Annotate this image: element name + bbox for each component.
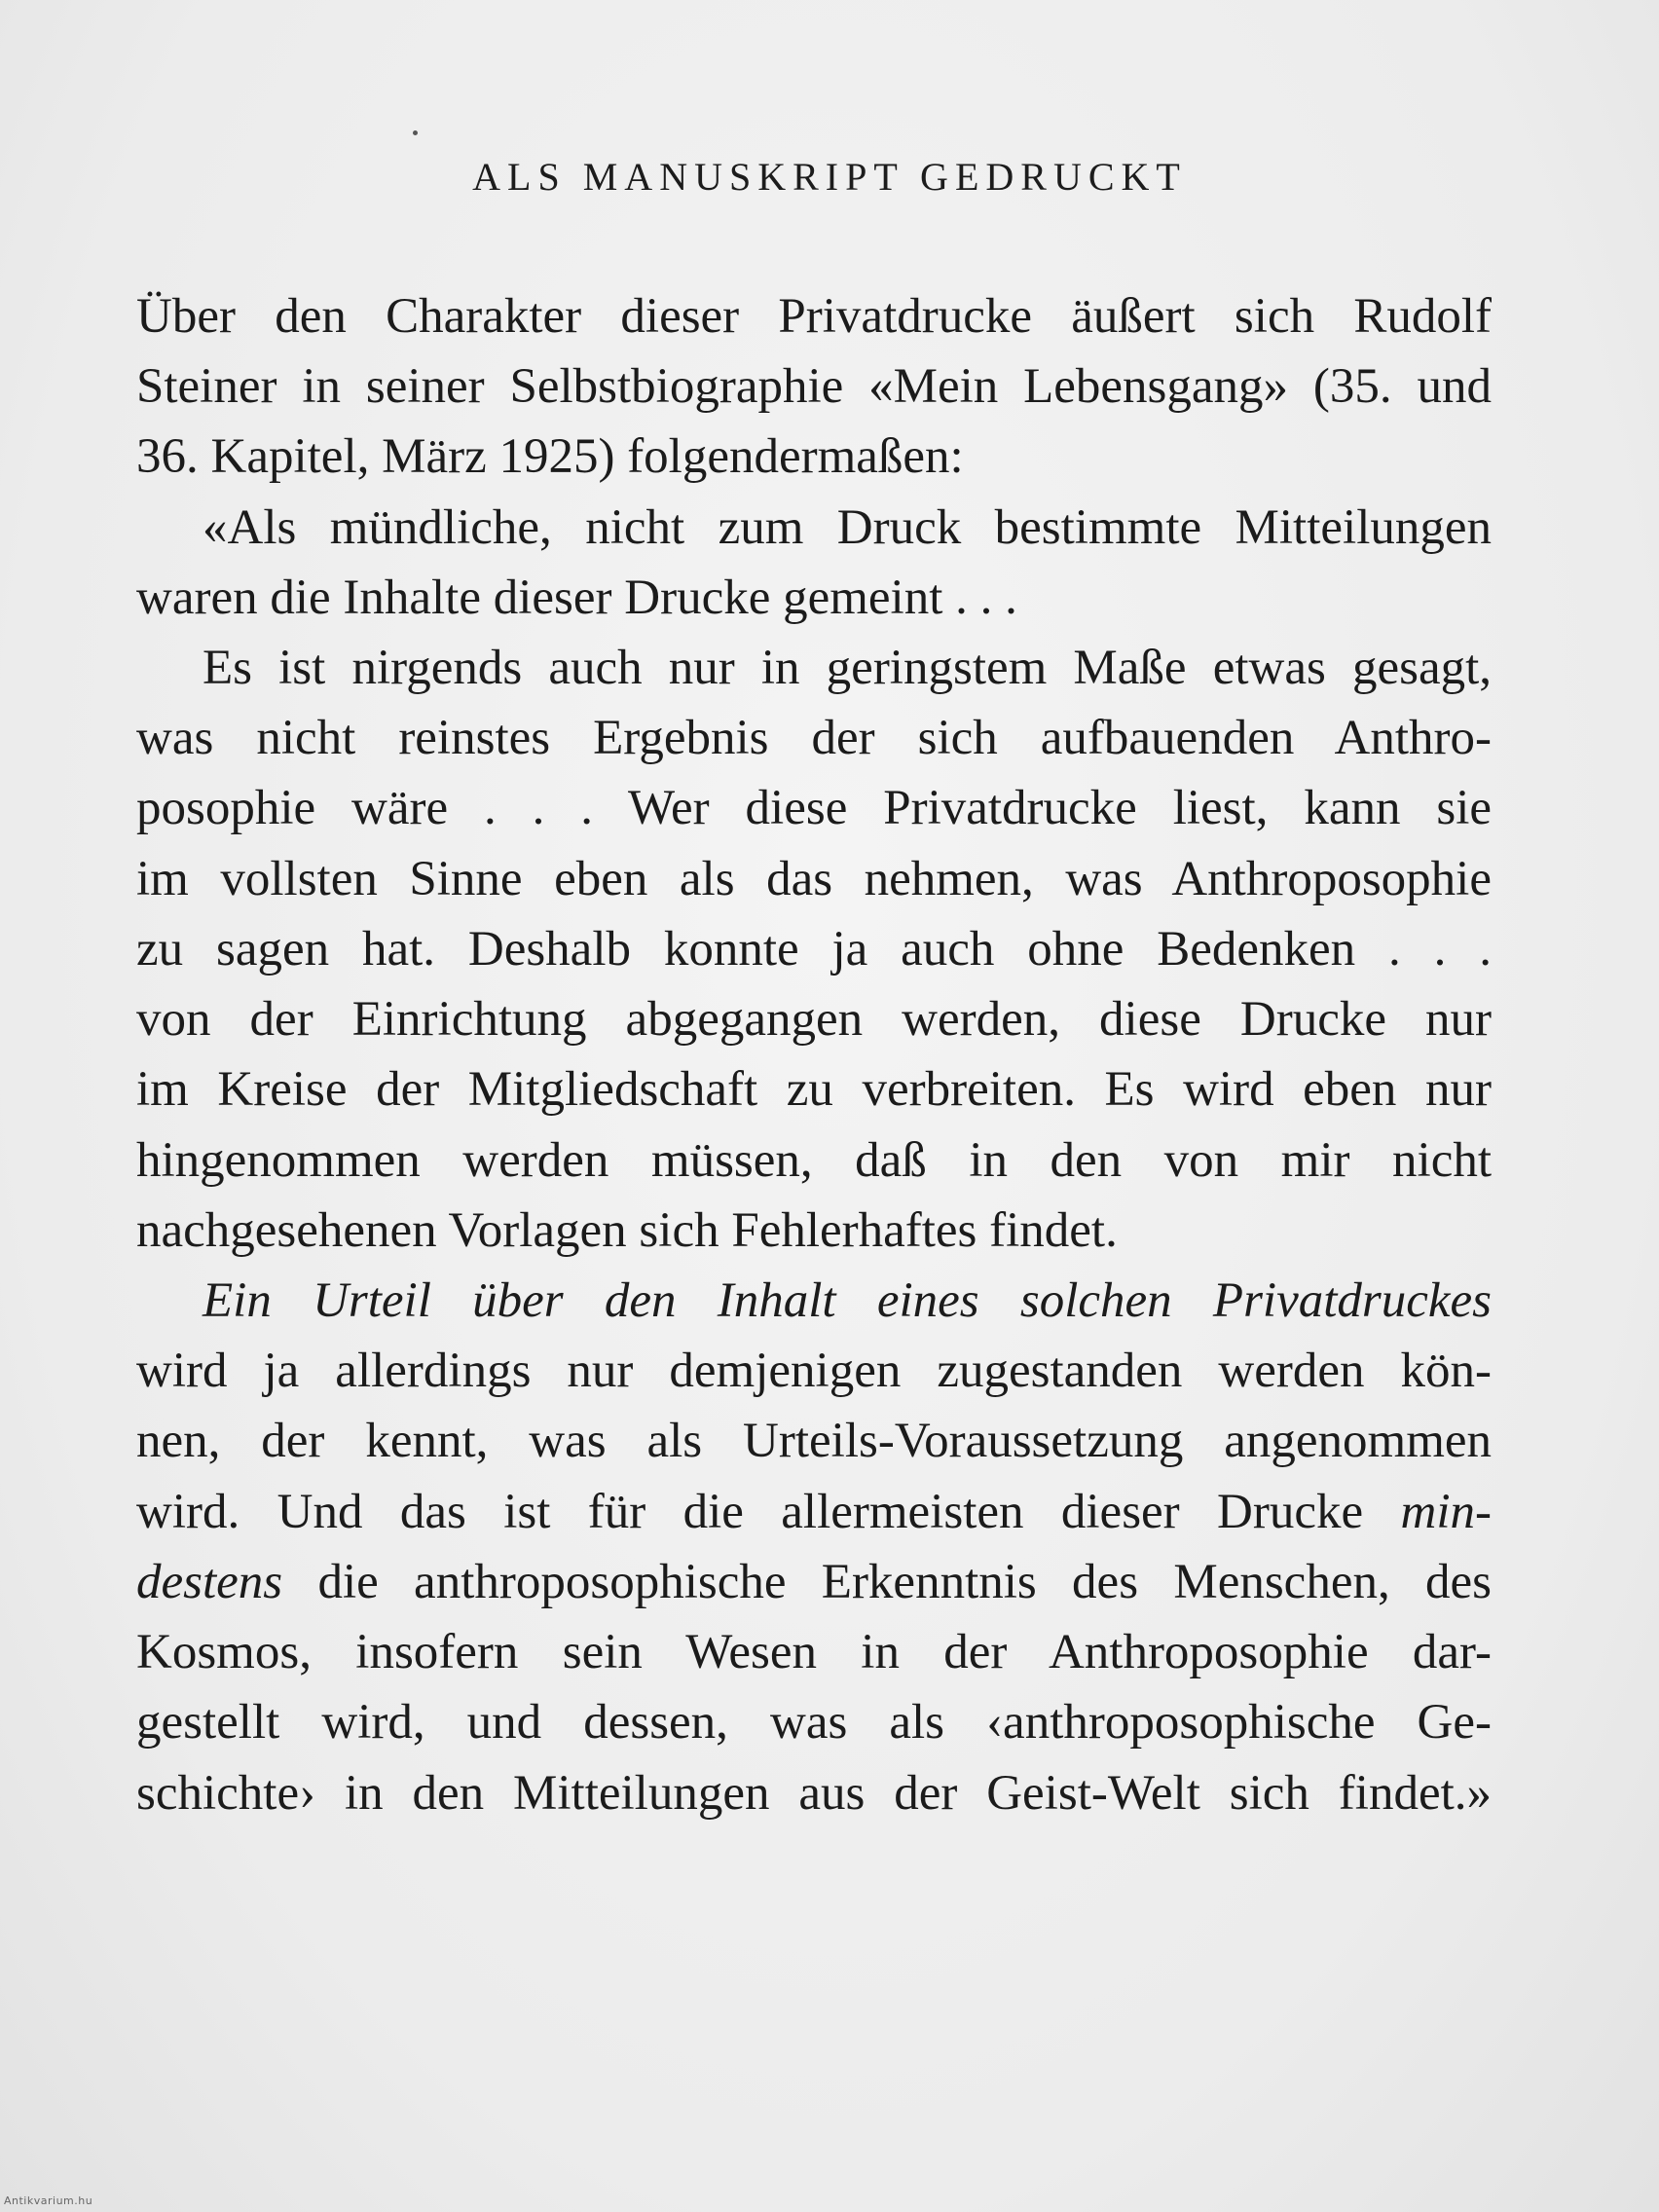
italic-run: min- [1400,1485,1492,1539]
text-line: «Als mündliche, nicht zum Druck bestimmte Mitteilungen [203,500,1492,555]
text-line: posophie wäre . . . Wer diese Privatdrucke liest, kann sie [136,781,1492,835]
text-line-italic: Ein Urteil über den Inhalt eines solchen Privatdruckes [203,1273,1492,1328]
watermark: Antikvarium.hu [4,2194,93,2207]
text-line: nachgesehenen Vorlagen sich Fehlerhaftes findet. [136,1203,1118,1258]
italic-run: destens [136,1555,283,1609]
text-line: Kosmos, insofern sein Wesen in der Anthroposophie dar- [136,1625,1492,1679]
text-line: von der Einrichtung abgegangen werden, diese Drucke nur [136,992,1492,1047]
text-line: Es ist nirgends auch nur in geringstem Maße etwas gesagt, [203,641,1492,695]
text-line: schichte› in den Mitteilungen aus der Geist-Welt sich findet.» [136,1766,1492,1821]
text-line: im vollsten Sinne eben als das nehmen, was Anthroposophie [136,852,1492,906]
text-line [136,1547,1492,1617]
text-line: Steiner in seiner Selbstbiographie «Mein Lebensgang» (35. und [136,359,1492,414]
ink-dot [413,130,418,135]
text-line: 36. Kapitel, März 1925) folgendermaßen: [136,429,964,484]
text-line: gestellt wird, und dessen, was als ‹anthroposophische Ge- [136,1695,1492,1750]
text-line: im Kreise der Mitgliedschaft zu verbreiten. Es wird eben nur [136,1062,1492,1117]
text-run: die anthroposophische Erkenntnis des Menschen, des [282,1555,1492,1609]
page-heading: ALS MANUSKRIPT GEDRUCKT [472,155,1187,199]
text-line: nen, der kennt, was als Urteils-Voraussetzung angenommen [136,1414,1492,1468]
text-line: wird ja allerdings nur demjenigen zugestanden werden kön- [136,1344,1492,1398]
text-line: waren die Inhalte dieser Drucke gemeint . . . [136,571,1017,625]
text-run: wird. Und das ist für die allermeisten dieser Drucke [136,1485,1401,1539]
text-line: hingenommen werden müssen, daß in den von mir nicht [136,1133,1492,1188]
text-line: was nicht reinstes Ergebnis der sich aufbauenden Anthro- [136,711,1492,765]
text-line [136,1477,1492,1547]
text-line: Über den Charakter dieser Privatdrucke äußert sich Rudolf [136,289,1492,344]
text-line: zu sagen hat. Deshalb konnte ja auch ohne Bedenken . . . [136,922,1492,977]
